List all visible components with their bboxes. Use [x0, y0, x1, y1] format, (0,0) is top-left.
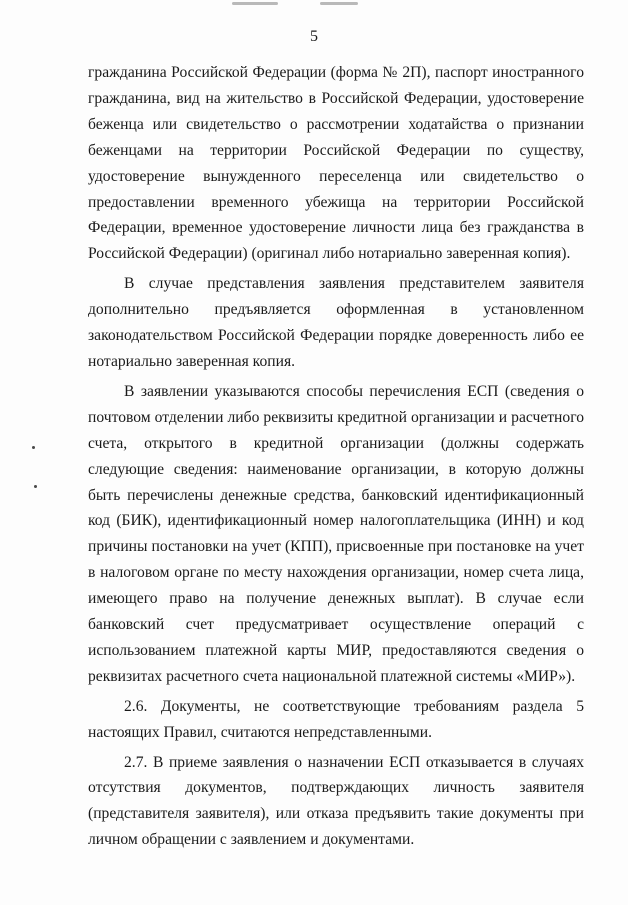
paragraph-2-6: 2.6. Документы, не соответствующие требованиям раздела 5 настоящих Правил, считаются непредставленными.: [88, 697, 584, 741]
paragraph-representative: В случае представления заявления представителем заявителя дополнительно предъявляется оформленная в установленном законодательством Российской Федерации порядке доверенность либо ее нотариально заверенная копия.: [88, 275, 584, 370]
paragraph-payment-methods: В заявлении указываются способы перечисления ЕСП (сведения о почтовом отделении либо реквизиты кредитной организации и расчетного счета, открытого в кредитной организации (должны содержать следующие сведения: наименование организации, в которую должны быть перечислены денежные средства, банковский идентификационный код (БИК), идентификационный номер налогоплательщика (ИНН) и код причины постановки на учет (КПП), присвоенные при постановке на учет в налоговом органе по месту нахождения организации, номер счета лица, имеющего право на получение денежных выплат). В случае если банковский счет предусматривает осуществление операций с использованием платежной карты МИР, предоставляются сведения о реквизитах расчетного счета национальной платежной системы «МИР»).: [88, 382, 584, 685]
page-number: 5: [310, 28, 318, 45]
scan-artifact: [232, 2, 372, 12]
paragraph-identity-documents: гражданина Российской Федерации (форма № 2П), паспорт иностранного гражданина, вид на жительство в Российской Федерации, удостоверение беженца или свидетельство о рассмотрении ходатайства о признании беженцами на территории Российской Федерации по существу, удостоверение вынужденного переселенца или свидетельство о предоставлении временного убежища на территории Российской Федерации, временное удостоверение личности лица без гражданства в Российской Федерации) (оригинал либо нотариально заверенная копия).: [88, 64, 584, 263]
document-body: [88, 60, 584, 853]
paragraph-2-7: 2.7. В приеме заявления о назначении ЕСП отказывается в случаях отсутствия документов, подтверждающих личность заявителя (представителя заявителя), или отказа предъявить такие документы при личном обращении с заявлением и документами.: [88, 753, 584, 849]
scan-dot: [34, 485, 37, 488]
scan-dot: [32, 446, 35, 449]
